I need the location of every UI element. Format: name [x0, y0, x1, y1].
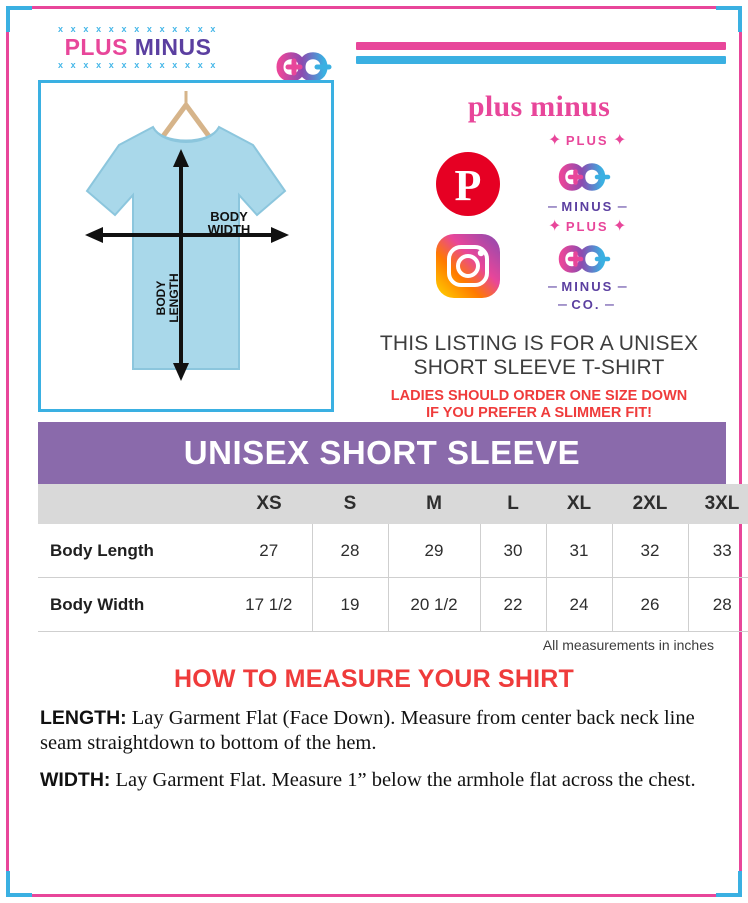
table-header-xs: XS	[226, 484, 312, 524]
instagram-icon	[434, 232, 502, 300]
body-width-l: 22	[480, 578, 546, 632]
table-header-row	[38, 484, 748, 524]
pinterest-link[interactable]	[434, 150, 502, 223]
brand-xrow-bottom: x x x x x x x x x x x x x	[57, 60, 219, 70]
length-instruction-text: Lay Garment Flat (Face Down). Measure from center back neck line seam straightdown to bottom of the hem.	[40, 707, 695, 754]
table-row	[38, 524, 748, 578]
body-width-xs: 17 1/2	[226, 578, 312, 632]
body-width-s: 19	[312, 578, 388, 632]
body-length-3xl: 33	[712, 540, 732, 560]
social-links	[352, 128, 726, 313]
brand-wordmark-plus: PLUS	[64, 34, 128, 60]
listing-line-2: SHORT SLEEVE T-SHIRT	[413, 356, 665, 379]
length-instruction-label: LENGTH:	[40, 707, 127, 729]
pinterest-icon	[434, 150, 502, 218]
header-color-bars	[356, 42, 726, 70]
table-header-2xl: 2XL	[612, 484, 688, 524]
body-length-2xl: 32	[612, 524, 688, 578]
body-length-m: 29	[388, 524, 480, 578]
header	[22, 20, 726, 76]
banner	[38, 422, 726, 484]
table-header-3xl: 3XL	[688, 484, 748, 524]
width-instruction	[40, 768, 724, 793]
listing-notice	[352, 332, 726, 422]
instagram-link[interactable]	[434, 232, 502, 305]
table-header-m: M	[388, 484, 480, 524]
brand-xrow-top: x x x x x x x x x x x x x	[57, 24, 219, 34]
size-chart-table	[38, 484, 748, 632]
table-header-blank	[38, 484, 226, 524]
body-width-m: 20 1/2	[388, 578, 480, 632]
plus-label-row1: ✦ PLUS ✦	[548, 132, 627, 149]
body-length-xl: 31	[546, 524, 612, 578]
co-label: – CO. –	[558, 296, 614, 313]
body-width-xl: 24	[546, 578, 612, 632]
ladies-note-line-1: LADIES SHOULD ORDER ONE SIZE DOWN	[390, 388, 688, 404]
how-to-measure-instructions	[40, 706, 724, 793]
svg-text:P: P	[454, 161, 482, 210]
svg-text:WIDTH: WIDTH	[207, 222, 251, 237]
length-instruction	[40, 706, 724, 756]
row-label-body-length: Body Length	[50, 540, 154, 560]
ladies-note-line-2: IF YOU PREFER A SLIMMER FIT!	[426, 405, 652, 421]
table-header-xl: XL	[546, 484, 612, 524]
body-width-3xl: 28	[712, 594, 732, 614]
table-header-l: L	[480, 484, 546, 524]
body-width-2xl: 26	[612, 578, 688, 632]
width-instruction-text: Lay Garment Flat. Measure 1” below the armhole flat across the chest.	[110, 769, 696, 791]
table-header-s: S	[312, 484, 388, 524]
body-length-s: 28	[312, 524, 388, 578]
brand-logo-top	[38, 24, 238, 70]
body-length-l: 30	[480, 524, 546, 578]
listing-line-1: THIS LISTING IS FOR A UNISEX	[379, 332, 699, 355]
svg-text:LENGTH: LENGTH	[167, 273, 181, 323]
svg-text:BODY: BODY	[154, 280, 168, 316]
width-instruction-label: WIDTH:	[40, 769, 111, 791]
table-row	[38, 578, 748, 632]
row-label-body-width: Body Width	[50, 594, 145, 614]
minus-label-row2: – MINUS –	[548, 278, 627, 295]
svg-text:BODY: BODY	[210, 209, 248, 224]
minus-label-row1: – MINUS –	[548, 198, 627, 215]
body-length-xs: 27	[226, 524, 312, 578]
brand-and-notice	[352, 80, 726, 421]
measurement-units-note: All measurements in inches	[542, 637, 714, 653]
banner-title: UNISEX SHORT SLEEVE	[183, 434, 581, 471]
how-to-measure-title: HOW TO MEASURE YOUR SHIRT	[174, 665, 574, 693]
top-section	[22, 80, 726, 421]
shirt-diagram	[38, 80, 334, 412]
header-bar-pink	[356, 42, 726, 50]
brand-wordmark-minus: MINUS	[134, 34, 212, 60]
header-bar-cyan	[356, 56, 726, 64]
plus-label-row2: ✦ PLUS ✦	[548, 218, 627, 235]
brand-script-name: plus minus	[467, 90, 611, 123]
